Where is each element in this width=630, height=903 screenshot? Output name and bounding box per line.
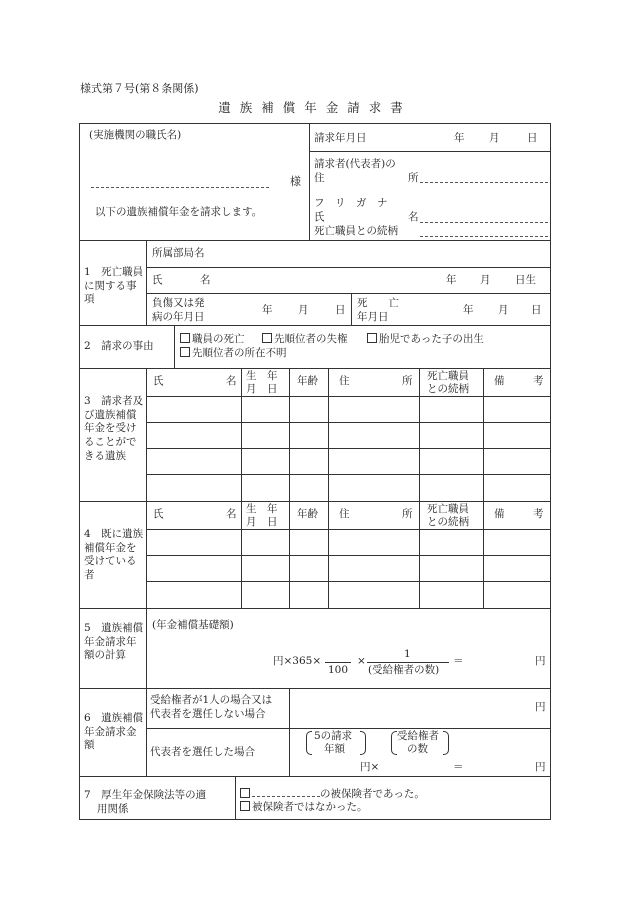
s7-insured-option[interactable]: の被保険者であった。: [240, 787, 425, 801]
s3-label: 3 請求者及び遺族補償年金を受けることができる遺族: [84, 395, 144, 462]
s6-cnt-a: 受給権者: [397, 730, 439, 742]
s1-injury-b: 病の年月日: [152, 311, 205, 323]
sama-label: 様: [290, 175, 301, 188]
request-date-label: 請求年月日: [314, 132, 367, 144]
s3-col-age: 年齢: [297, 375, 318, 387]
s6-yen-times: 円×: [360, 761, 380, 773]
s6-amt-b: 年額: [324, 743, 345, 755]
agency-label: (実施機関の職氏名): [89, 129, 182, 141]
request-month: 月: [489, 132, 500, 144]
s4-col-name-a: 氏: [153, 508, 164, 520]
s5-yen: 円: [535, 655, 546, 667]
s1-injury-a: 負傷又は発: [152, 297, 205, 309]
s1-death-day: 日: [531, 304, 542, 316]
s6-label: 6 遺族補償年金請求金額: [84, 712, 144, 752]
request-year: 年: [454, 132, 465, 144]
s1-injury-day: 日: [335, 304, 346, 316]
s6-case2-yen: 円: [535, 761, 546, 773]
s4-label: 4 既に遺族補償年金を受けている者: [84, 528, 144, 581]
s4-col-age: 年齢: [297, 508, 318, 520]
request-day: 日: [527, 132, 538, 144]
s6-amount-bracket-right: [360, 731, 366, 755]
s3-col-name-a: 氏: [153, 375, 164, 387]
s6-amount-bracket-left: [306, 731, 312, 755]
claimant-addr-a: 住: [314, 172, 325, 184]
claimant-address-field[interactable]: [420, 182, 548, 183]
s7-not-insured-option[interactable]: 被保険者ではなかった。: [240, 801, 368, 814]
s4-col-rel-a: 死亡職員: [427, 503, 469, 515]
s4-col-note-a: 備: [494, 508, 505, 520]
s1-label: 1 死亡職員に関する事項: [84, 266, 144, 306]
s6-amt-a: 5の請求: [314, 730, 353, 742]
claimant-label: 請求者(代表者)の: [314, 158, 396, 170]
s1-birth-month: 月: [480, 274, 491, 286]
s6-count-bracket-right: [443, 731, 449, 755]
claimant-name-a: 氏: [314, 211, 325, 223]
s5-fraction1-bar: [325, 662, 351, 663]
s1-name-b: 名: [200, 274, 211, 286]
s7-insured-checkbox[interactable]: [240, 788, 250, 798]
form-number: 様式第７号(第８条関係): [80, 82, 199, 95]
s3-col-note-b: 考: [533, 375, 544, 387]
s5-den-100: 100: [328, 664, 349, 676]
reason-missing-option[interactable]: 先順位者の所在不明: [180, 347, 287, 360]
reason-death-option[interactable]: 職員の死亡: [180, 333, 245, 346]
s7-label-b: 用関係: [97, 803, 129, 815]
reason-missing-checkbox[interactable]: [180, 347, 190, 357]
s5-basis-label: (年金補償基礎額): [152, 619, 234, 631]
s6-case2-label: 代表者を選任した場合: [150, 746, 255, 758]
s1-death-a: 死 亡: [357, 297, 399, 309]
reason-death-checkbox[interactable]: [180, 333, 190, 343]
s3-col-rel-b: との続柄: [427, 383, 469, 395]
s5-yen-x365: 円×365×: [273, 655, 322, 667]
reason-fetus-checkbox[interactable]: [367, 333, 377, 343]
s1-death-b: 年月日: [357, 311, 389, 323]
s4-col-addr-a: 住: [339, 508, 350, 520]
s4-col-birth-b: 月 日: [246, 516, 278, 528]
s3-col-addr-a: 住: [339, 375, 350, 387]
s6-case1-yen: 円: [535, 701, 546, 713]
s5-num-1: 1: [404, 648, 411, 660]
s3-col-rel-a: 死亡職員: [427, 370, 469, 382]
s7-insurance-name-field[interactable]: [252, 787, 320, 797]
s5-eq: ＝: [453, 655, 464, 667]
s1-death-month: 月: [498, 304, 509, 316]
s4-col-note-b: 考: [533, 508, 544, 520]
s1-name-a: 氏: [152, 274, 163, 286]
s5-fraction2-bar: [367, 662, 449, 663]
form-frame: [79, 123, 551, 820]
relation-label: 死亡職員との続柄: [314, 225, 398, 237]
reason-forfeit-checkbox[interactable]: [262, 333, 272, 343]
s1-dept-label: 所属部局名: [152, 247, 205, 259]
s5-label: 5 遺族補償年金請求年額の計算: [84, 622, 144, 662]
intro-text: 以下の遺族補償年金を請求します。: [95, 206, 263, 218]
s2-label: 2 請求の事由: [84, 340, 154, 352]
claimant-name-field[interactable]: [420, 222, 548, 223]
reason-fetus-option[interactable]: 胎児であった子の出生: [367, 333, 484, 346]
s1-injury-month: 月: [298, 304, 309, 316]
s6-case1-a: 受給権者が1人の場合又は: [150, 694, 273, 706]
s4-col-addr-b: 所: [402, 508, 413, 520]
s5-times: ×: [357, 655, 366, 667]
s4-col-rel-b: との続柄: [427, 516, 469, 528]
agency-name-line[interactable]: [91, 187, 269, 188]
s3-col-birth-b: 月 日: [246, 383, 278, 395]
s4-col-birth-a: 生 年: [246, 503, 278, 515]
s4-col-name-b: 名: [226, 508, 237, 520]
s6-case1-b: 代表者を選任しない場合: [150, 708, 266, 720]
s1-injury-year: 年: [262, 304, 273, 316]
s3-col-note-a: 備: [494, 375, 505, 387]
s3-col-birth-a: 生 年: [246, 370, 278, 382]
s7-label-a: 7 厚生年金保険法等の適: [84, 789, 207, 801]
s1-birth-suffix: 日生: [515, 274, 536, 286]
s1-birth-year: 年: [446, 274, 457, 286]
claimant-addr-b: 所: [408, 172, 419, 184]
s1-death-year: 年: [463, 304, 474, 316]
s3-col-addr-b: 所: [402, 375, 413, 387]
s6-eq: ＝: [453, 761, 464, 773]
s5-den-count: (受給権者の数): [368, 664, 440, 676]
s7-not-insured-checkbox[interactable]: [240, 801, 250, 811]
furigana-label: フ リ ガ ナ: [314, 197, 388, 209]
s3-col-name-b: 名: [226, 375, 237, 387]
s6-cnt-b: の数: [407, 743, 428, 755]
document-title: 遺族補償年金請求書: [218, 100, 412, 115]
claimant-name-b: 名: [408, 211, 419, 223]
reason-forfeit-option[interactable]: 先順位者の失権: [262, 333, 348, 346]
relation-field[interactable]: [420, 236, 548, 237]
